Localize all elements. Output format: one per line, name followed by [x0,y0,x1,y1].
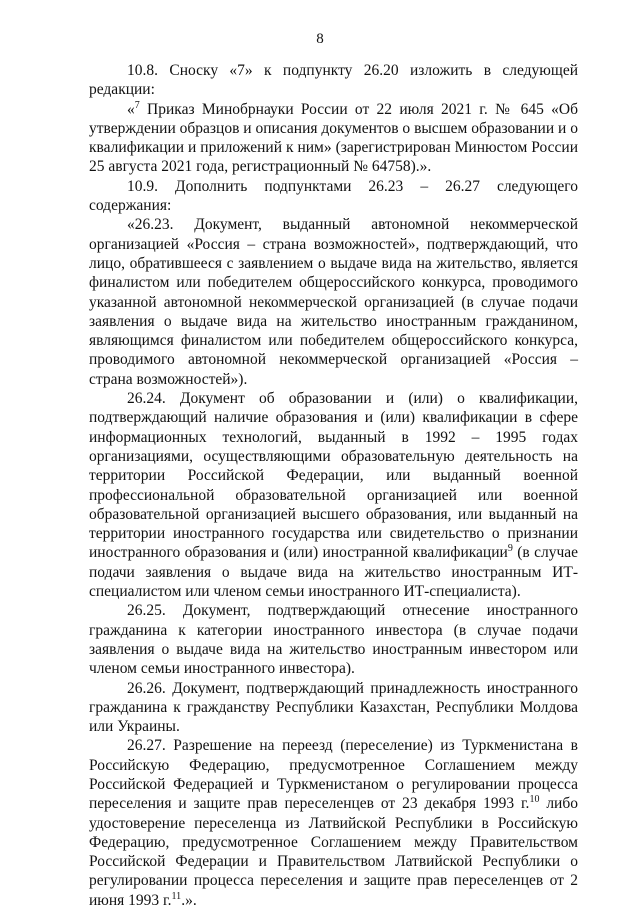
paragraph-text: 10.9. Дополнить подпунктами 26.23 – 26.27 следующего содержания: [89,177,578,215]
document-body [89,61,578,910]
paragraph-text: 26.24. Документ об образовании и (или) о квалификации, подтверждающий наличие образования и (или) квалификации в сфере информационных технологий, выданный в 1992 – 1995 годах организациями, осуществляющими образовательную деятельность на территории Российской Федерации, или выданный военной профессиональной образовательной организацией или военной образовательной организацией высшего образования, или выданный на территории иностранного государства или свидетельство о признании иностранного образования и (или) иностранной квалификации [89,390,578,562]
paragraph-text-continued: (в случае подачи заявления о выдаче вида на жительство иностранным ИТ-специалистом или членом семьи иностранного ИТ-специалиста). [89,544,578,601]
paragraph-text: Приказ Минобрнауки России от 22 июля 2021 г. № 645 «Об утверждении образцов и описания документов о высшем образовании и о квалификации и приложений к ним» (зарегистрирован Минюстом России 25 августа 2021 года, регистрационный № 64758).». [89,100,578,176]
footnote-marker: 11 [171,890,182,902]
paragraph-text-end: .». [181,891,197,909]
paragraph-text: «26.23. Документ, выданный автономной некоммерческой организацией «Россия – страна возможностей», подтверждающий, что лицо, обратившееся с заявлением о выдаче вида на жительство, является финалистом или победителем общероссийского конкурса, проводимого указанной автономной некоммерческой организацией (в случае подачи заявления о выдаче вида на жительство иностранным гражданином, являющимся финалистом или победителем общероссийского конкурса, проводимого автономной некоммерческой организацией «Россия – страна возможностей»). [89,216,578,388]
paragraph-26-23 [89,215,578,389]
paragraph-26-26 [89,679,578,737]
paragraph-footnote-7 [89,100,578,177]
paragraph-10-9 [89,177,578,216]
paragraph-text: 26.25. Документ, подтверждающий отнесение иностранного гражданина к категории иностранного инвестора (в случае подачи заявления о выдаче вида на жительство иностранным инвестором или членом семьи иностранного инвестора). [89,602,578,678]
paragraph-26-24 [89,389,578,601]
paragraph-text: 10.8. Сноску «7» к подпункту 26.20 изложить в следующей редакции: [89,62,578,99]
page-number: 8 [316,31,324,47]
paragraph-26-25 [89,601,578,678]
paragraph-10-8 [89,61,578,100]
footnote-marker: 9 [507,543,513,555]
paragraph-text-continued: либо удостоверение переселенца из Латвийской Республики в Российскую Федерацию, предусмотренное Соглашением между Правительством Российской Федерации и Правительством Латвийской Республики о регулировании процесса переселения и защите прав переселенцев от 2 июня 1993 г. [89,795,578,909]
quote-open: « [127,100,135,118]
footnote-marker: 7 [134,99,140,111]
paragraph-text: 26.27. Разрешение на переезд (переселение) из Туркменистана в Российскую Федерацию, предусмотренное Соглашением между Российской Федерацией и Туркменистаном о регулировании процесса переселения и защите прав переселенцев от 23 декабря 1993 г. [89,737,578,813]
paragraph-26-27 [89,736,578,910]
paragraph-text: 26.26. Документ, подтверждающий принадлежность иностранного гражданина к гражданству Республики Казахстан, Республики Молдова или Украины. [89,679,578,736]
footnote-marker: 10 [529,794,540,806]
